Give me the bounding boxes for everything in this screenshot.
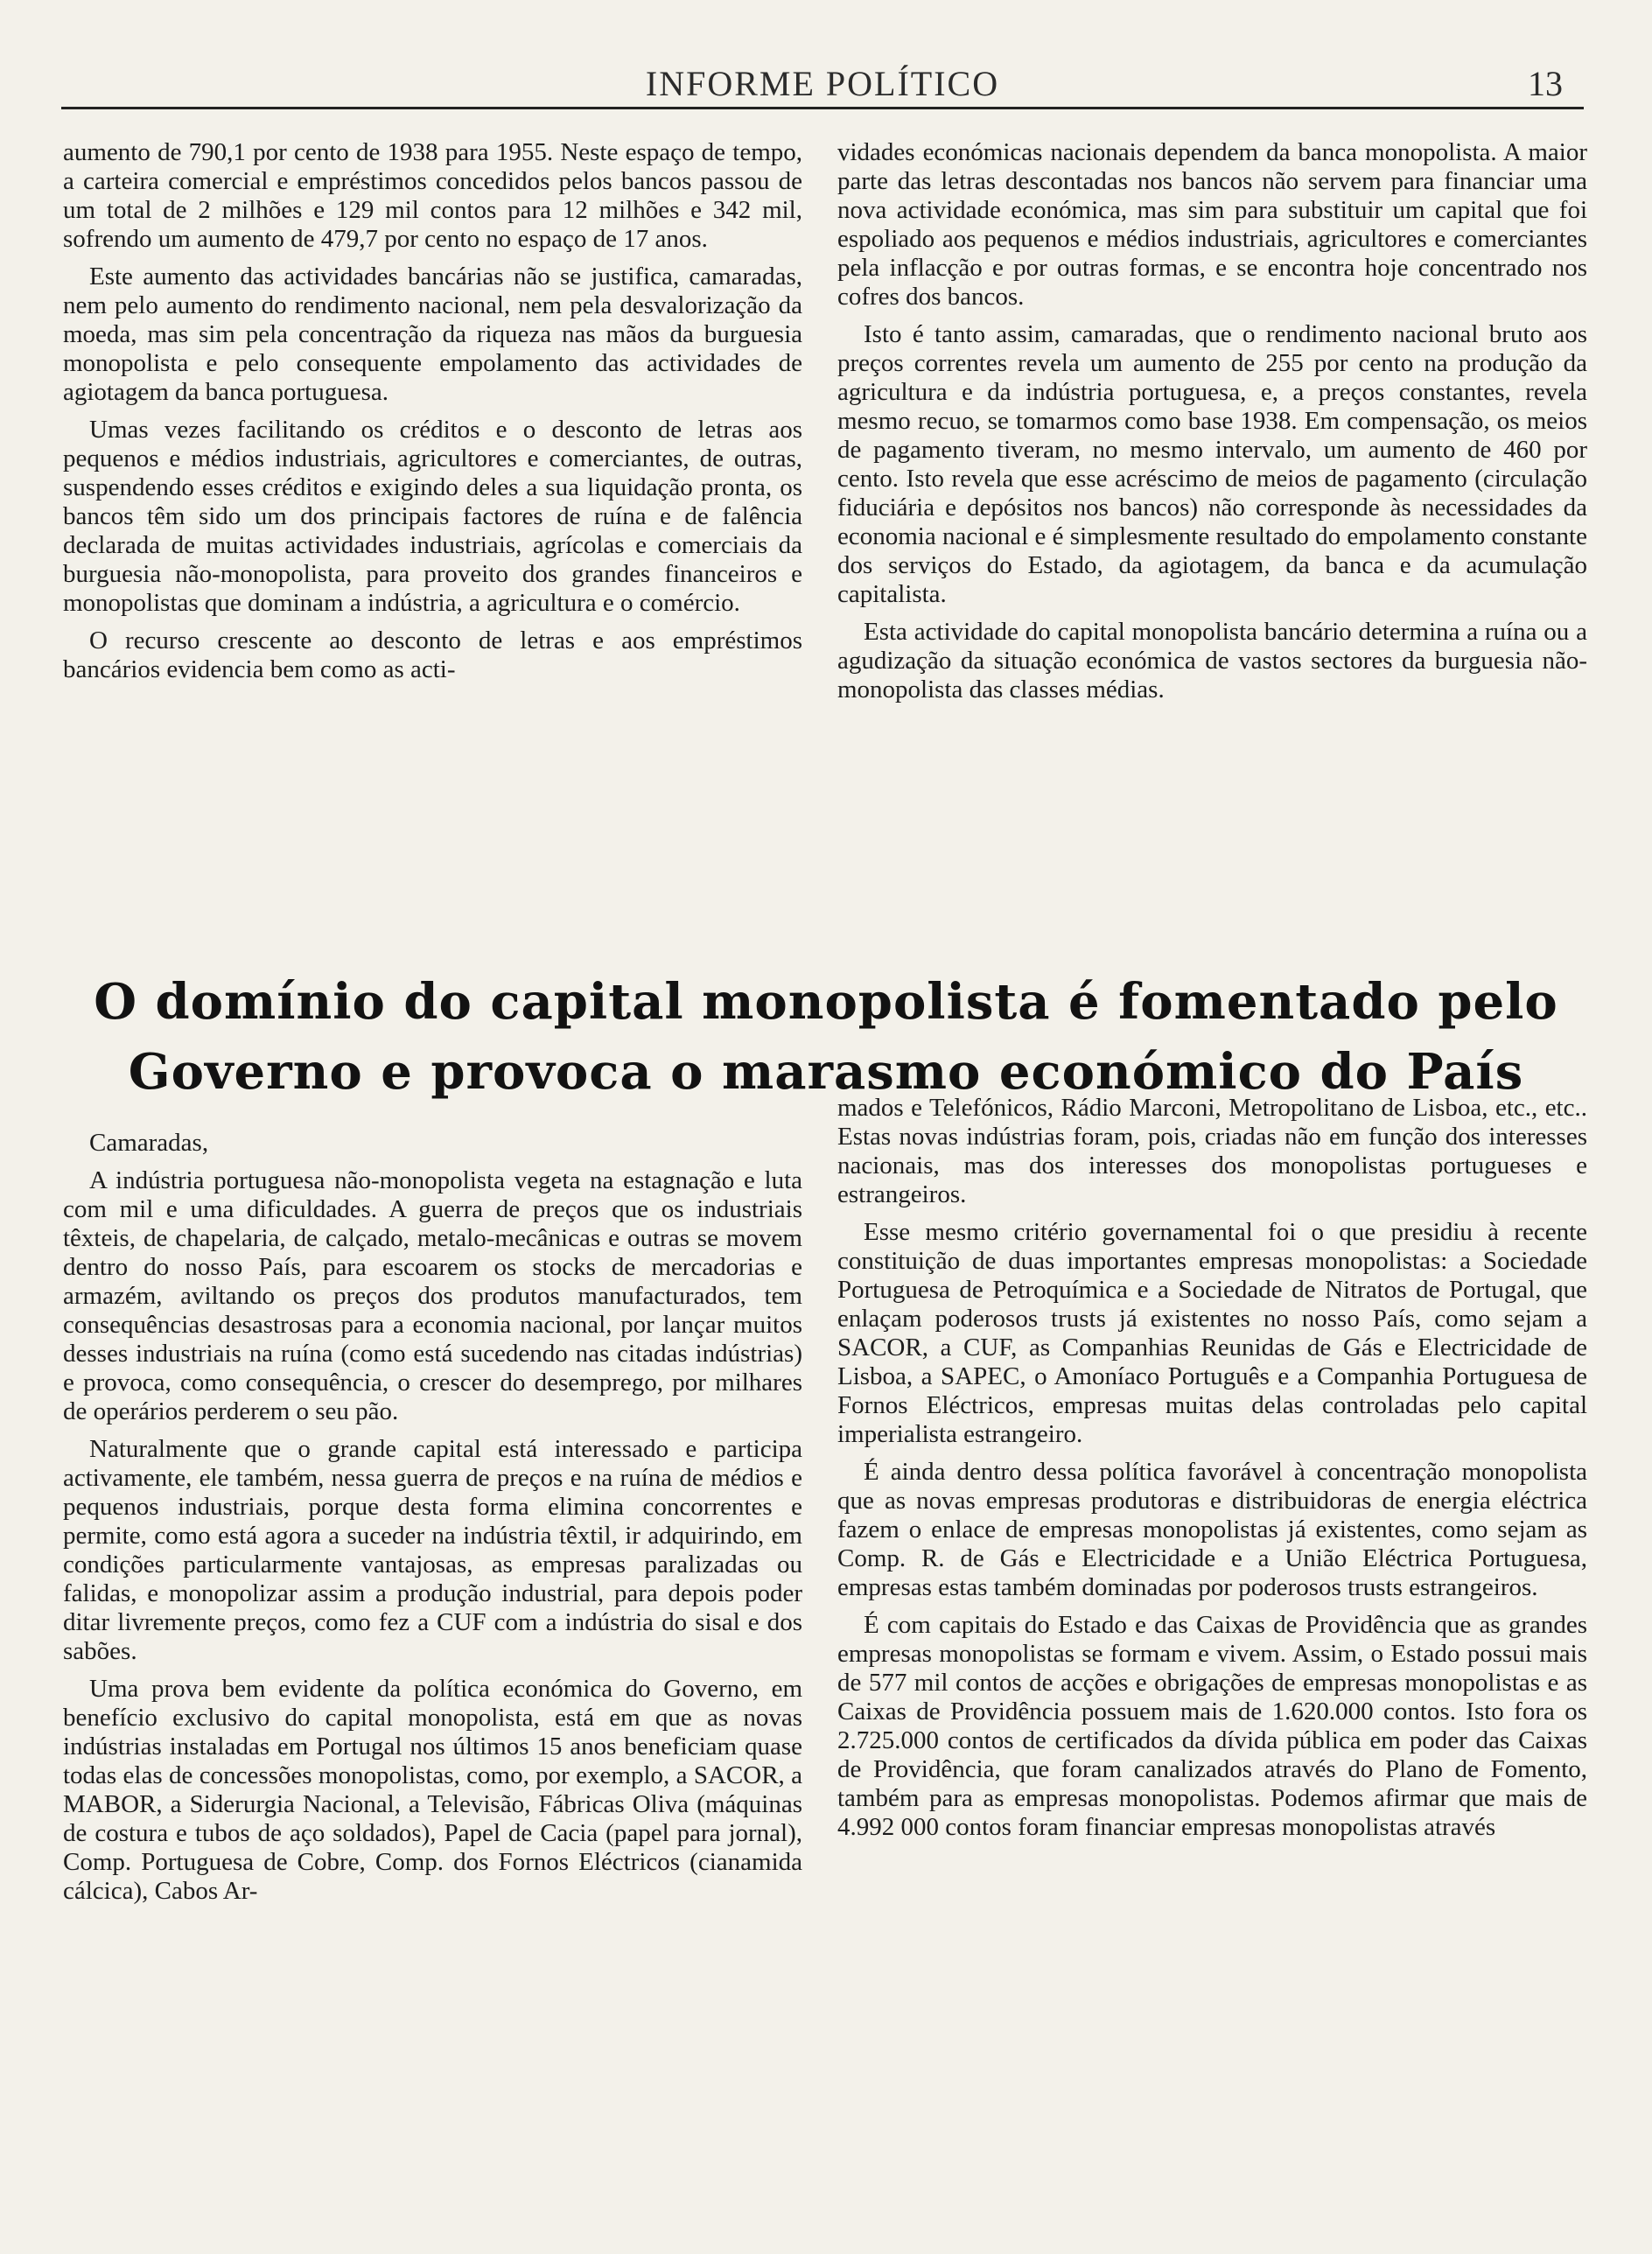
paragraph: O recurso crescente ao desconto de letras e aos empréstimos bancários evidencia bem como as acti-: [63, 626, 802, 683]
bottom-right-column: [837, 1094, 1587, 1851]
bottom-left-column: [63, 1129, 802, 1914]
paragraph: Este aumento das actividades bancárias não se justifica, camaradas, nem pelo aumento do rendimento nacional, nem pela desvalorização da moeda, mas sim pela concentração da riqueza nas mãos da burguesia monopolista e pelo consequente empolamento das actividades de agiotagem da banca portuguesa.: [63, 262, 802, 406]
paragraph: Umas vezes facilitando os créditos e o desconto de letras aos pequenos e médios industriais, agricultores e comerciantes, de outras, suspendendo esses créditos e exigindo deles a sua liquidação pronta, os bancos têm sido um dos principais factores de ruína e de falência declarada de muitas actividades industriais, agrícolas e comerciais da burguesia não-monopolista, para proveito dos grandes financeiros e monopolistas que dominam a indústria, a agricultura e o comércio.: [63, 416, 802, 617]
paragraph: Naturalmente que o grande capital está interessado e participa activamente, ele também, nessa guerra de preços e na ruína de médios e pequenos industriais, porque desta forma elimina concorrentes e permite, como está agora a suceder na indústria têxtil, ir adquirindo, em condições particularmente vantajosas, as empresas paralizadas ou falidas, e monopolizar assim a produção industrial, para depois poder ditar livremente preços, como fez a CUF com a indústria do sisal e dos sabões.: [63, 1435, 802, 1665]
paragraph: É com capitais do Estado e das Caixas de Providência que as grandes empresas monopolistas se formam e vivem. Assim, o Estado possui mais de 577 mil contos de acções e obrigações de empresas monopolistas e as Caixas de Providência possuem mais de 1.620.000 contos. Isto fora os 2.725.000 contos de certificados da dívida pública em poder das Caixas de Providência, que foram canalizados através do Plano de Fomento, também para as empresas monopolistas. Podemos afirmar que mais de 4.992 000 contos foram financiar empresas monopolistas através: [837, 1611, 1587, 1841]
salutation: Camaradas,: [89, 1129, 209, 1157]
paragraph: Isto é tanto assim, camaradas, que o rendimento nacional bruto aos preços correntes revela um aumento de 255 por cento na produção da agricultura e da indústria portuguesa, e, a preços constantes, revela mesmo recuo, se tomarmos como base 1938. Em compensação, os meios de pagamento tiveram, no mesmo intervalo, um aumento de 460 por cento. Isto revela que esse acréscimo de meios de pagamento (circulação fiduciária e depósitos nos bancos) não corresponde às necessidades da economia nacional e é simplesmente resultado do empolamento constante dos serviços do Estado, da agiotagem, da banca e da acumulação capitalista.: [837, 320, 1587, 608]
section-headline-line-2: Governo e provoca o marasmo económico do País: [128, 1043, 1524, 1101]
top-left-column: [63, 138, 802, 693]
paragraph: A indústria portuguesa não-monopolista vegeta na estagnação e luta com mil e uma dificuldades. A guerra de preços que os industriais têxteis, de chapelaria, de calçado, metalo-mecânicas e outras se movem dentro do nosso País, para escoarem os stocks de mercadorias e armazém, aviltando os preços dos produtos manufacturados, tem consequências desastrosas para a economia nacional, por lançar muitos desses industriais na ruína (como está sucedendo nas citadas indústrias) e provoca, como consequência, o crescer do desemprego, por milhares de operários perderem o seu pão.: [63, 1166, 802, 1425]
paragraph: Uma prova bem evidente da política económica do Governo, em benefício exclusivo do capital monopolista, está em que as novas indústrias instaladas em Portugal nos últimos 15 anos beneficiam quase todas elas de concessões monopolistas, como, por exemplo, a SACOR, a MABOR, a Siderurgia Nacional, a Televisão, Fábricas Oliva (máquinas de costura e tubos de aço soldados), Papel de Cacia (papel para jornal), Comp. Portuguesa de Cobre, Comp. dos Fornos Eléctricos (cianamida cálcica), Cabos Ar-: [63, 1675, 802, 1905]
paragraph: Esse mesmo critério governamental foi o que presidiu à recente constituição de duas importantes empresas monopolistas: a Sociedade Portuguesa de Petroquímica e a Sociedade de Nitratos de Portugal, que enlaçam poderosos trusts já existentes no nosso País, como sejam a SACOR, a CUF, as Companhias Reunidas de Gás e Electricidade de Lisboa, a SAPEC, o Amoníaco Português e a Companhia Portuguesa de Fornos Eléctricos, empresas muitas delas controladas pelo capital imperialista estrangeiro.: [837, 1218, 1587, 1448]
top-right-column: [837, 138, 1587, 713]
section-headline-line-1: O domínio do capital monopolista é fomentado pelo: [94, 973, 1558, 1031]
running-title: INFORME POLÍTICO: [645, 64, 1000, 103]
paragraph: vidades económicas nacionais dependem da banca monopolista. A maior parte das letras descontadas nos bancos não servem para financiar uma nova actividade económica, mas sim para substituir um capital que foi espoliado aos pequenos e médios industriais, agricultores e comerciantes pela inflacção e por outras formas, e se encontra hoje concentrado nos cofres dos bancos.: [837, 138, 1587, 311]
page-number: 13: [1528, 64, 1563, 103]
paragraph: aumento de 790,1 por cento de 1938 para 1955. Neste espaço de tempo, a carteira comercial e empréstimos concedidos pelos bancos passou de um total de 2 milhões e 129 mil contos para 12 milhões e 342 mil, sofrendo um aumento de 479,7 por cento no espaço de 17 anos.: [63, 138, 802, 253]
paragraph: É ainda dentro dessa política favorável à concentração monopolista que as novas empresas produtoras e distribuidoras de energia eléctrica fazem o enlace de empresas monopolistas já existentes, como sejam as Comp. R. de Gás e Electricidade e a União Eléctrica Portuguesa, empresas estas também dominadas por poderosos trusts estrangeiros.: [837, 1458, 1587, 1601]
paragraph: mados e Telefónicos, Rádio Marconi, Metropolitano de Lisboa, etc., etc.. Estas novas indústrias foram, pois, criadas não em função dos interesses nacionais, mas dos interesses dos monopolistas portugueses e estrangeiros.: [837, 1094, 1587, 1208]
page-header: [61, 58, 1584, 109]
paragraph: Esta actividade do capital monopolista bancário determina a ruína ou a agudização da situação económica de vastos sectores da burguesia não-monopolista das classes médias.: [837, 618, 1587, 704]
